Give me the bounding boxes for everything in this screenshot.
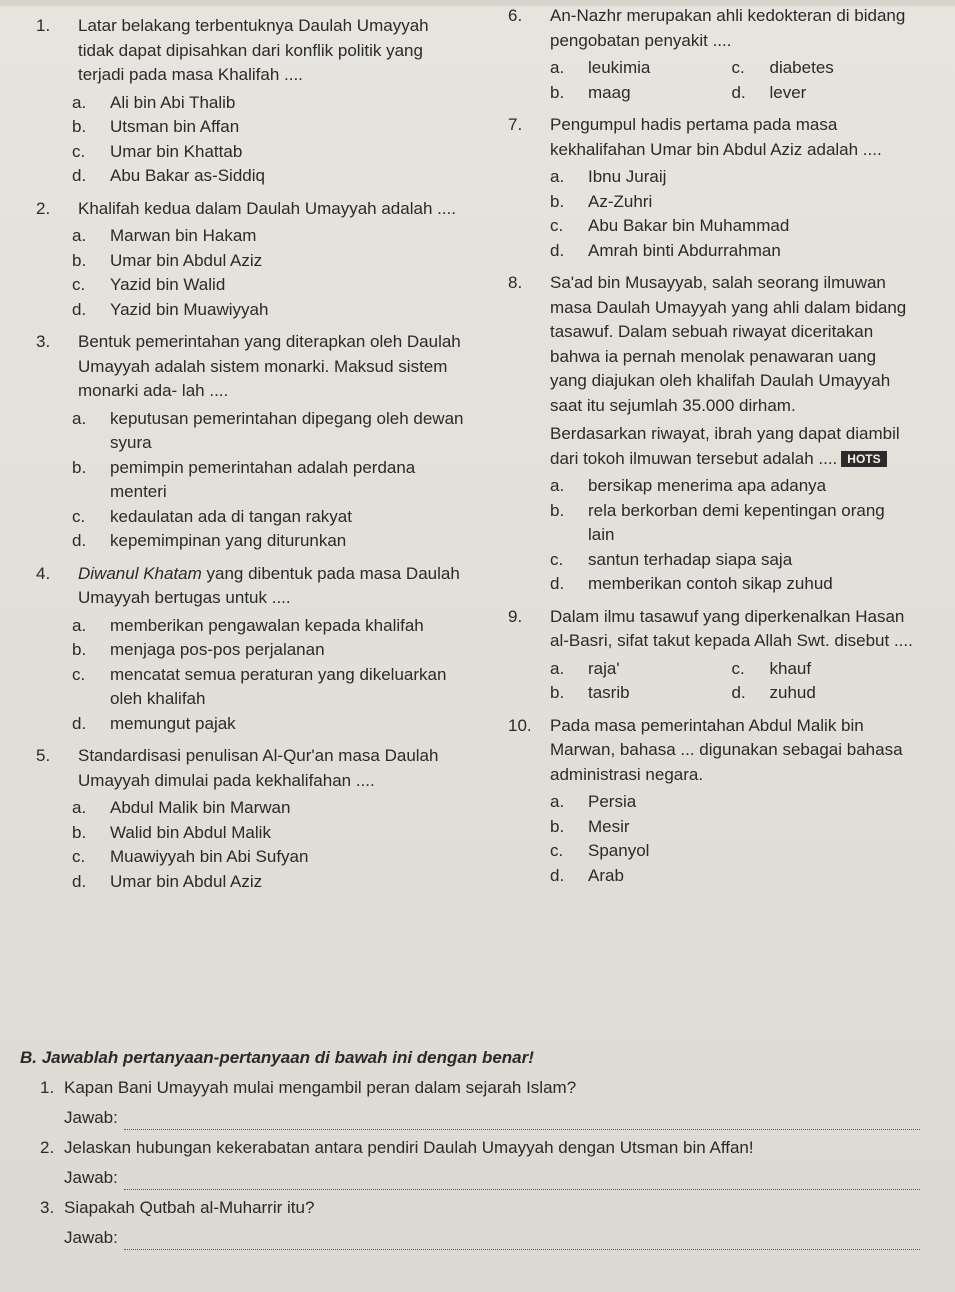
hots-badge: HOTS bbox=[841, 451, 886, 467]
question-number: 7. bbox=[508, 115, 523, 134]
option-text: lever bbox=[769, 82, 807, 102]
option-letter: b. bbox=[550, 500, 565, 520]
option-text: keputusan pemerintahan dipegang oleh dewan syura bbox=[110, 408, 464, 452]
option-letter: a. bbox=[72, 408, 87, 428]
option-text: Persia bbox=[588, 792, 637, 811]
question-3 bbox=[36, 330, 466, 404]
option-text: memberikan contoh sikap zuhud bbox=[588, 574, 833, 593]
option-letter: b. bbox=[72, 250, 87, 270]
question-number: 8. bbox=[508, 273, 523, 292]
question-2 bbox=[36, 197, 466, 222]
option-c[interactable] bbox=[72, 663, 466, 712]
option-c[interactable] bbox=[732, 657, 914, 682]
option-letter: c. bbox=[731, 58, 745, 77]
essay-question-1 bbox=[20, 1076, 920, 1130]
prompt-text: Berdasarkan riwayat, ibrah yang dapat diambil dari tokoh ilmuwan tersebut adalah .... bbox=[550, 424, 900, 468]
option-a[interactable] bbox=[550, 657, 732, 682]
option-letter: b. bbox=[72, 640, 87, 659]
essay-question-3 bbox=[20, 1196, 920, 1250]
option-c[interactable] bbox=[72, 140, 466, 165]
question-stem: Khalifah kedua dalam Daulah Umayyah adalah .... bbox=[78, 198, 457, 218]
option-text: mencatat semua peraturan yang dikeluarkan oleh khalifah bbox=[110, 664, 447, 708]
option-a[interactable] bbox=[550, 474, 913, 499]
question-number: 1. bbox=[40, 1078, 55, 1097]
option-letter: a. bbox=[72, 92, 87, 112]
answer-label: Jawab: bbox=[64, 1108, 118, 1127]
option-b[interactable] bbox=[72, 638, 466, 663]
question-8 bbox=[508, 271, 913, 471]
option-a[interactable] bbox=[72, 224, 466, 249]
option-a[interactable] bbox=[72, 407, 466, 456]
option-letter: b. bbox=[550, 816, 565, 836]
option-text: maag bbox=[588, 82, 631, 102]
option-letter: d. bbox=[72, 299, 87, 319]
option-d[interactable] bbox=[72, 712, 466, 737]
answer-field[interactable] bbox=[64, 1226, 920, 1250]
question-2-options bbox=[36, 224, 466, 322]
option-text: bersikap menerima apa adanya bbox=[588, 476, 827, 495]
question-text: Kapan Bani Umayyah mulai mengambil peran dalam sejarah Islam? bbox=[64, 1078, 577, 1097]
question-3-options bbox=[36, 407, 466, 554]
answer-field[interactable] bbox=[64, 1106, 920, 1130]
option-text: kepemimpinan yang diturunkan bbox=[110, 531, 347, 550]
essay-question-2 bbox=[20, 1136, 920, 1190]
answer-line[interactable] bbox=[124, 1115, 920, 1130]
option-b[interactable] bbox=[72, 821, 466, 846]
option-letter: b. bbox=[72, 822, 87, 842]
option-text: menjaga pos-pos perjalanan bbox=[110, 640, 325, 659]
question-number: 9. bbox=[508, 606, 523, 626]
answer-label: Jawab: bbox=[64, 1168, 118, 1187]
answer-field[interactable] bbox=[64, 1166, 920, 1190]
option-letter: c. bbox=[550, 841, 564, 860]
question-number: 3. bbox=[36, 332, 51, 351]
option-d[interactable] bbox=[72, 870, 466, 895]
option-c[interactable] bbox=[550, 548, 913, 573]
option-c[interactable] bbox=[72, 845, 466, 870]
question-stem bbox=[78, 562, 466, 611]
option-letter: c. bbox=[72, 847, 86, 866]
answer-line[interactable] bbox=[124, 1235, 920, 1250]
option-letter: d. bbox=[550, 574, 565, 593]
option-b[interactable] bbox=[550, 815, 913, 840]
question-1 bbox=[36, 14, 466, 88]
option-letter: b. bbox=[72, 117, 87, 136]
option-text: Abdul Malik bin Marwan bbox=[110, 798, 291, 817]
question-5 bbox=[36, 744, 466, 793]
option-b[interactable] bbox=[550, 81, 732, 106]
question-9-options bbox=[508, 657, 913, 706]
question-6-options bbox=[508, 56, 913, 105]
question-number: 5. bbox=[36, 746, 51, 765]
question-4-options bbox=[36, 614, 466, 737]
option-text: Ibnu Juraij bbox=[588, 167, 667, 186]
option-b[interactable] bbox=[72, 115, 466, 140]
question-number: 2. bbox=[40, 1138, 55, 1157]
option-letter: c. bbox=[72, 275, 86, 294]
option-b[interactable] bbox=[550, 190, 913, 215]
option-d[interactable] bbox=[72, 164, 466, 189]
left-column bbox=[36, 14, 466, 894]
option-letter: a. bbox=[72, 615, 87, 635]
option-letter: d. bbox=[731, 683, 746, 702]
option-b[interactable] bbox=[550, 499, 913, 548]
option-text: Abu Bakar bin Muhammad bbox=[588, 216, 790, 235]
question-6 bbox=[508, 4, 913, 53]
option-c[interactable] bbox=[72, 273, 466, 298]
option-text: Umar bin Abdul Aziz bbox=[110, 871, 263, 891]
question-stem: Latar belakang terbentuknya Daulah Umayyah tidak dapat dipisahkan dari konflik politik yang terjadi pada masa Khalifah .... bbox=[78, 16, 429, 84]
option-text: Yazid bin Muawiyyah bbox=[110, 299, 269, 319]
option-letter: a. bbox=[550, 792, 565, 811]
option-letter: c. bbox=[550, 549, 564, 569]
section-b bbox=[20, 1046, 920, 1254]
option-letter: d. bbox=[72, 531, 87, 550]
option-text: tasrib bbox=[588, 683, 630, 702]
option-d[interactable] bbox=[550, 239, 913, 264]
question-number: 10. bbox=[508, 715, 532, 735]
option-b[interactable] bbox=[550, 681, 732, 706]
question-text: Jelaskan hubungan kekerabatan antara pendiri Daulah Umayyah dengan Utsman bin Affan! bbox=[64, 1138, 754, 1157]
option-letter: c. bbox=[72, 141, 86, 161]
answer-line[interactable] bbox=[124, 1175, 920, 1190]
option-letter: a. bbox=[72, 798, 87, 817]
option-a[interactable] bbox=[550, 165, 913, 190]
question-number: 1. bbox=[36, 16, 51, 35]
option-b[interactable] bbox=[72, 456, 466, 505]
question-stem: Standardisasi penulisan Al-Qur'an masa Daulah Umayyah dimulai pada kekhalifahan .... bbox=[78, 746, 439, 790]
question-stem: Pada masa pemerintahan Abdul Malik bin Marwan, bahasa ... digunakan sebagai bahasa administrasi negara. bbox=[550, 715, 903, 784]
option-letter: d. bbox=[550, 240, 565, 260]
option-d[interactable] bbox=[732, 681, 914, 706]
option-text: kedaulatan ada di tangan rakyat bbox=[110, 506, 352, 526]
question-stem: Dalam ilmu tasawuf yang diperkenalkan Hasan al-Basri, sifat takut kepada Allah Swt. disebut .... bbox=[550, 606, 913, 650]
option-text: Spanyol bbox=[588, 841, 650, 860]
option-text: Umar bin Abdul Aziz bbox=[110, 250, 263, 270]
question-number: 6. bbox=[508, 6, 523, 25]
option-letter: d. bbox=[72, 166, 87, 185]
option-c[interactable] bbox=[550, 214, 913, 239]
option-text: Walid bin Abdul Malik bbox=[110, 822, 271, 842]
option-letter: d. bbox=[731, 82, 746, 102]
question-prompt bbox=[550, 422, 913, 471]
option-d[interactable] bbox=[72, 529, 466, 554]
option-text: Az-Zuhri bbox=[588, 191, 653, 211]
option-text: pemimpin pemerintahan adalah perdana menteri bbox=[110, 457, 416, 501]
option-text: Yazid bin Walid bbox=[110, 275, 226, 294]
option-letter: c. bbox=[72, 506, 86, 526]
option-text: santun terhadap siapa saja bbox=[588, 549, 793, 569]
option-a[interactable] bbox=[72, 796, 466, 821]
option-letter: a. bbox=[72, 226, 87, 245]
option-c[interactable] bbox=[550, 839, 913, 864]
question-10 bbox=[508, 714, 913, 788]
question-number: 3. bbox=[40, 1198, 55, 1217]
option-text: Mesir bbox=[588, 816, 630, 836]
question-text: Siapakah Qutbah al-Muharrir itu? bbox=[64, 1198, 315, 1217]
option-c[interactable] bbox=[732, 56, 914, 81]
question-4 bbox=[36, 562, 466, 611]
option-c[interactable] bbox=[72, 505, 466, 530]
question-7-options bbox=[508, 165, 913, 263]
option-letter: a. bbox=[550, 658, 565, 678]
option-letter: b. bbox=[550, 683, 565, 702]
question-number: 2. bbox=[36, 198, 51, 218]
option-d[interactable] bbox=[550, 864, 913, 889]
stem-rest: yang dibentuk pada masa Daulah Umayyah bertugas untuk .... bbox=[78, 563, 460, 607]
option-letter: b. bbox=[72, 457, 87, 477]
option-text: Abu Bakar as-Siddiq bbox=[110, 166, 265, 185]
option-text: diabetes bbox=[769, 58, 834, 77]
option-text: rela berkorban demi kepentingan orang lain bbox=[588, 500, 885, 544]
question-stem: Bentuk pemerintahan yang diterapkan oleh Daulah Umayyah adalah sistem monarki. Maksud sistem monarki ada- lah .... bbox=[78, 332, 461, 400]
option-text: raja' bbox=[588, 658, 620, 678]
option-text: Muawiyyah bin Abi Sufyan bbox=[110, 847, 309, 866]
option-letter: a. bbox=[550, 167, 565, 186]
option-d[interactable] bbox=[550, 572, 913, 597]
option-letter: c. bbox=[550, 216, 564, 235]
option-text: Arab bbox=[588, 865, 624, 885]
option-d[interactable] bbox=[732, 81, 914, 106]
question-8-options bbox=[508, 474, 913, 597]
question-1-options bbox=[36, 91, 466, 189]
option-text: zuhud bbox=[769, 683, 816, 702]
right-column bbox=[508, 4, 913, 888]
option-text: Utsman bin Affan bbox=[110, 117, 240, 136]
option-letter: a. bbox=[550, 476, 565, 495]
option-letter: c. bbox=[72, 664, 86, 684]
option-letter: c. bbox=[731, 658, 745, 678]
option-a[interactable] bbox=[72, 614, 466, 639]
option-text: Ali bin Abi Thalib bbox=[110, 92, 236, 112]
option-text: Marwan bin Hakam bbox=[110, 226, 257, 245]
question-stem: Pengumpul hadis pertama pada masa kekhalifahan Umar bin Abdul Aziz adalah .... bbox=[550, 115, 882, 159]
question-7 bbox=[508, 113, 913, 162]
term-italic: Diwanul Khatam bbox=[78, 563, 202, 583]
option-text: memungut pajak bbox=[110, 713, 236, 733]
option-text: khauf bbox=[769, 658, 812, 678]
option-text: leukimia bbox=[588, 58, 651, 77]
question-5-options bbox=[36, 796, 466, 894]
option-a[interactable] bbox=[550, 790, 913, 815]
option-a[interactable] bbox=[72, 91, 466, 116]
question-stem: An-Nazhr merupakan ahli kedokteran di bidang pengobatan penyakit .... bbox=[550, 6, 906, 50]
question-9 bbox=[508, 605, 913, 654]
option-text: Umar bin Khattab bbox=[110, 141, 243, 161]
answer-label: Jawab: bbox=[64, 1228, 118, 1247]
option-letter: d. bbox=[72, 871, 87, 891]
option-d[interactable] bbox=[72, 298, 466, 323]
option-letter: d. bbox=[550, 865, 565, 885]
question-stem: Sa'ad bin Musayyab, salah seorang ilmuwan masa Daulah Umayyah yang ahli dalam bidang tasawuf. Dalam sebuah riwayat diceritakan bahwa ia pernah menolak penawaran uang yang diajukan oleh khalifah Daulah Umayyah saat itu sejumlah 35.000 dirham. bbox=[550, 273, 907, 415]
section-b-title: B. Jawablah pertanyaan-pertanyaan di bawah ini dengan benar! bbox=[20, 1048, 534, 1067]
question-10-options bbox=[508, 790, 913, 888]
option-text: memberikan pengawalan kepada khalifah bbox=[110, 615, 424, 635]
option-letter: b. bbox=[550, 82, 565, 102]
option-text: Amrah binti Abdurrahman bbox=[588, 240, 781, 260]
option-a[interactable] bbox=[550, 56, 732, 81]
question-number: 4. bbox=[36, 563, 51, 583]
option-letter: b. bbox=[550, 191, 565, 211]
option-letter: a. bbox=[550, 58, 565, 77]
option-letter: d. bbox=[72, 713, 87, 733]
option-b[interactable] bbox=[72, 249, 466, 274]
